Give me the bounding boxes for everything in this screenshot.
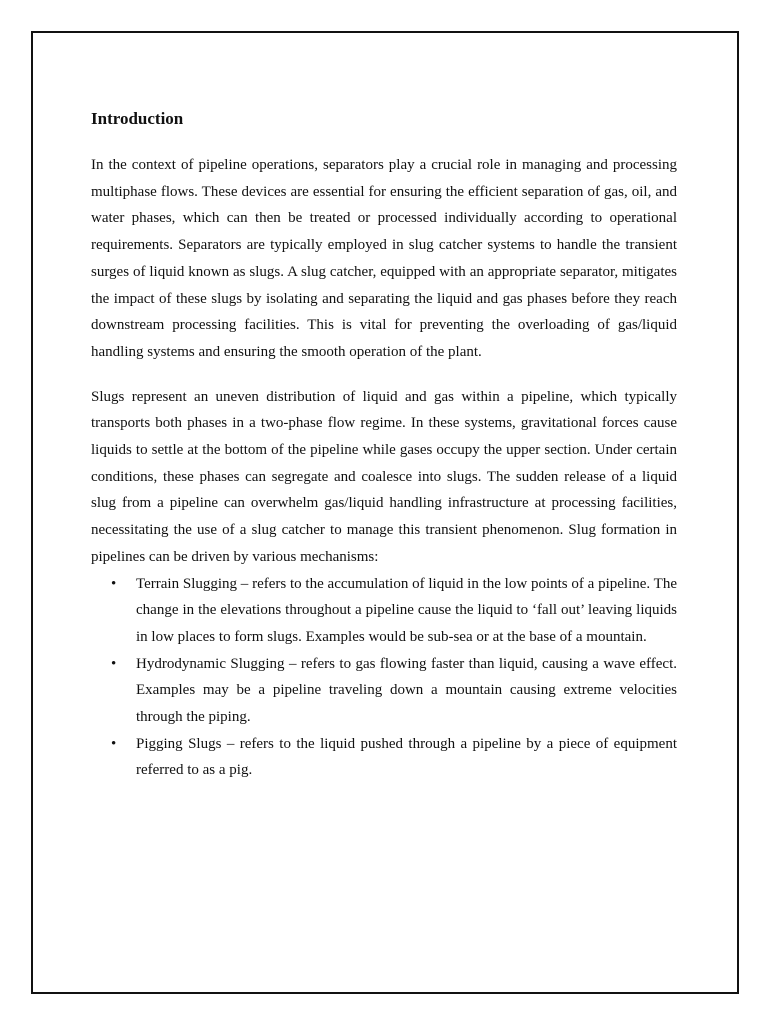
list-item-text: Hydrodynamic Slugging – refers to gas flowing faster than liquid, causing a wave effect. Examples may be a pipeline traveling down a mountain causing extreme velocities through the piping. — [136, 655, 677, 726]
document-body — [91, 107, 677, 784]
list-item — [91, 571, 677, 651]
bullet-icon: • — [111, 655, 117, 672]
paragraph: Slugs represent an uneven distribution of liquid and gas within a pipeline, which typically transports both phases in a two-phase flow regime. In these systems, gravitational forces cause liquids to settle at the bottom of the pipeline while gases occupy the upper section. Under certain conditions, these phases can segregate and coalesce into slugs. The sudden release of a liquid slug from a pipeline can overwhelm gas/liquid handling infrastructure at processing facilities, necessitating the use of a slug catcher to manage this transient phenomenon. Slug formation in pipelines can be driven by various mechanisms: — [91, 388, 677, 565]
list-item-text: Terrain Slugging – refers to the accumulation of liquid in the low points of a pipeline. The change in the elevations throughout a pipeline cause the liquid to ‘fall out’ leaving liquids in low places to form slugs. Examples would be sub-sea or at the base of a mountain. — [136, 575, 677, 645]
list-item-text: Pigging Slugs – refers to the liquid pushed through a pipeline by a piece of equipment referred to as a pig. — [136, 735, 677, 779]
bullet-icon: • — [111, 575, 117, 592]
section-heading: Introduction — [91, 109, 184, 128]
list-item — [91, 651, 677, 731]
list-item — [91, 731, 677, 784]
paragraph: In the context of pipeline operations, separators play a crucial role in managing and processing multiphase flows. These devices are essential for ensuring the efficient separation of gas, oil, and water phases, which can then be treated or processed individually according to operational requirements. Separators are typically employed in slug catcher systems to handle the transient surges of liquid known as slugs. A slug catcher, equipped with an appropriate separator, mitigates the impact of these slugs by isolating and separating the liquid and gas phases before they reach downstream processing facilities. This is vital for preventing the overloading of gas/liquid handling systems and ensuring the smooth operation of the plant. — [91, 157, 677, 360]
bullet-list — [91, 571, 677, 785]
bullet-icon: • — [111, 735, 117, 752]
